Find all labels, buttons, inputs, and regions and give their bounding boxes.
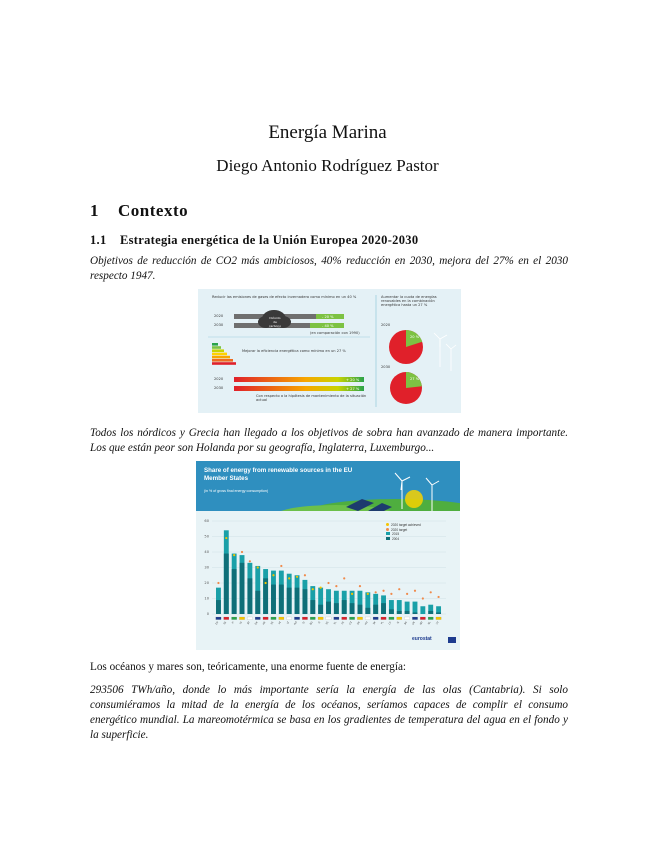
eurostat-logo: eurostat (412, 636, 432, 642)
x-tick-label: PT (278, 621, 283, 626)
x-tick-label: SI (302, 621, 306, 625)
eff-value-2030: + 27 % (346, 386, 360, 391)
country-flag (310, 617, 315, 620)
bar-2004 (232, 569, 237, 614)
pie-value-2020: 20 % (410, 335, 420, 339)
bar-2004 (413, 612, 418, 614)
legend-achieved-label: 2020 target achieved (391, 523, 421, 527)
x-tick-label: EU (215, 621, 220, 626)
section-number: 1 (90, 201, 99, 220)
y-tick-label: 10 (204, 596, 209, 601)
legend-2015-swatch (386, 532, 390, 535)
target-marker (249, 560, 251, 562)
country-flag (255, 617, 260, 620)
country-flag (373, 617, 378, 620)
x-tick-label: LU (435, 621, 440, 626)
eff-note: Con respecto a la hipótesis de mantenimiento de la situación actual (256, 394, 367, 402)
x-tick-label: RO (293, 621, 298, 626)
country-flag (357, 617, 362, 620)
ghg-target-text: Reducir las emisiones de gases de efecto invernadero como mínimo en un 40 % (212, 295, 357, 299)
efficiency-target-text: Mejorar la eficiencia energética como mínimo en un 27 % (242, 349, 346, 353)
subsection-title: Estrategia energética de la Unión Europea 2020-2030 (120, 233, 419, 247)
bar-2004 (358, 605, 363, 614)
bar-2004 (326, 602, 331, 614)
bar-2004 (310, 600, 315, 614)
bar-2015 (413, 602, 418, 614)
document-author: Diego Antonio Rodríguez Pastor (216, 156, 439, 175)
target-marker (225, 537, 227, 539)
country-flag (404, 617, 409, 620)
bar-2004 (373, 605, 378, 614)
legend-achieved-swatch (386, 523, 389, 526)
x-tick-label: BE (403, 621, 408, 626)
pie-year-2030: 2030 (381, 365, 391, 369)
x-tick-label: HR (262, 621, 267, 626)
pie-year-2020: 2020 (381, 323, 391, 327)
y-tick-label: 30 (204, 565, 209, 570)
target-marker (430, 591, 432, 593)
country-flag (294, 617, 299, 620)
legend-2004 (386, 537, 421, 542)
target-marker (351, 593, 353, 595)
bar-2004 (247, 578, 252, 614)
target-marker (382, 590, 384, 592)
eff-year-2020: 2020 (214, 377, 224, 381)
bar-2004 (224, 554, 229, 614)
country-flag (389, 617, 394, 620)
country-flag (326, 617, 331, 620)
ghg-year-2030: 2030 (214, 323, 224, 327)
target-marker (437, 596, 439, 598)
bar-2004 (389, 609, 394, 614)
legend-target-label: 2020 target (391, 527, 408, 532)
chart-legend (386, 523, 421, 541)
legend-2004-swatch (386, 537, 390, 540)
legend-2015-label: 2015 (392, 532, 400, 537)
wind-turbine-icon (434, 333, 456, 371)
x-tick-label: LV (238, 621, 243, 625)
x-tick-label: MT (419, 621, 424, 626)
target-marker (375, 591, 377, 593)
target-marker (406, 593, 408, 595)
bar-2004 (342, 600, 347, 614)
sun-icon (405, 490, 423, 508)
target-marker (257, 566, 259, 568)
x-tick-label: BG (309, 621, 314, 626)
bar-2004 (397, 611, 402, 614)
eurostat-renewables-chart (196, 461, 460, 650)
subsection-number: 1.1 (90, 233, 107, 247)
target-marker (288, 577, 290, 579)
target-marker (217, 582, 219, 584)
x-tick-label: EL (333, 621, 338, 625)
renewables-target-text: Aumentar la cuota de energías renovables en la combinación energética hasta un 27 % (381, 295, 437, 307)
target-marker (280, 565, 282, 567)
bar-2004 (436, 612, 441, 614)
x-tick-label: FI (231, 621, 236, 625)
country-flag (279, 617, 284, 620)
country-flag (397, 617, 402, 620)
ghg-year-2020: 2020 (214, 314, 224, 318)
country-flag (436, 617, 441, 620)
paragraph-oceans: Los océanos y mares son, teóricamente, una enorme fuente de energía: (90, 661, 407, 673)
x-tick-label: SK (372, 621, 377, 626)
bar-2004 (381, 603, 386, 614)
x-tick-label: AT (246, 621, 251, 626)
x-tick-label: PL (380, 621, 385, 625)
y-tick-label: 50 (204, 534, 209, 539)
section-heading (90, 201, 188, 221)
bar-2004 (302, 589, 307, 614)
target-marker (265, 582, 267, 584)
country-flag (263, 617, 268, 620)
x-tick-label: LT (286, 621, 291, 625)
bar-2004 (279, 585, 284, 614)
bar-2004 (271, 585, 276, 614)
target-marker (241, 551, 243, 553)
x-tick-label: IE (396, 621, 401, 625)
x-tick-label: DE (356, 621, 361, 626)
x-tick-label: FR (340, 621, 346, 626)
x-tick-label: UK (411, 621, 416, 626)
efficiency-scale-icon (212, 343, 236, 365)
efficiency-bar-2020 (234, 377, 364, 382)
x-tick-label: SE (223, 621, 228, 626)
x-tick-label: CZ (348, 621, 353, 626)
legend-target-swatch (386, 528, 389, 531)
country-flag (365, 617, 370, 620)
legend-2004-label: 2004 (392, 536, 400, 541)
country-flag (381, 617, 386, 620)
country-flag (342, 617, 347, 620)
country-flag (287, 617, 292, 620)
x-tick-label: ES (325, 621, 330, 626)
country-flag (232, 617, 237, 620)
paragraph-energy: 293506 TWh/año, donde lo más importante sería la energía de las olas (Cantabria). Si solo consumiéramos la mitad de la energía de los océanos, seríamos capaces de complir el consumo energético mundial. La mareomotérmica se basa en los gradientes de temperatura del agua en el fondo y la superficie. (90, 684, 568, 741)
x-tick-label: IT (317, 621, 322, 625)
ghg-value-2020: - 20 % (322, 314, 334, 319)
eff-value-2020: + 20 % (346, 377, 360, 382)
y-tick-label: 20 (204, 581, 209, 586)
section-title: Contexto (118, 201, 189, 220)
country-flag (224, 617, 229, 620)
eff-year-2030: 2030 (214, 386, 224, 390)
target-marker (367, 593, 369, 595)
y-tick-label: 0 (206, 612, 209, 617)
chart-subtitle: (in % of gross final energy consumption) (204, 489, 269, 493)
ghg-value-2030: - 40 % (322, 323, 334, 328)
country-flag (428, 617, 433, 620)
y-tick-label: 60 (204, 519, 209, 524)
bar-2004 (240, 563, 245, 614)
pie-value-2030: 27 % (410, 377, 420, 381)
target-marker (233, 554, 235, 556)
eu-flag-icon (448, 637, 456, 643)
eu-targets-infographic (198, 289, 461, 413)
target-marker (343, 577, 345, 579)
target-marker (296, 576, 298, 578)
x-tick-label: NL (427, 621, 432, 626)
bar-2004 (405, 611, 410, 614)
target-marker (320, 587, 322, 589)
target-marker (327, 582, 329, 584)
target-marker (304, 574, 306, 576)
bar-2004 (318, 605, 323, 614)
bar-2004 (365, 608, 370, 614)
y-tick-label: 40 (204, 550, 209, 555)
bar-2004 (216, 600, 221, 614)
country-flag (271, 617, 276, 620)
chart-title: Share of energy from renewable sources in the EU Member States (204, 467, 353, 482)
x-tick-label: HU (364, 621, 369, 626)
country-flag (302, 617, 307, 620)
bar-2004 (255, 591, 260, 614)
target-marker (359, 585, 361, 587)
country-flag (420, 617, 425, 620)
bar-2015 (420, 606, 425, 614)
target-marker (398, 588, 400, 590)
target-marker (414, 590, 416, 592)
bar-2004 (428, 611, 433, 614)
country-flag (334, 617, 339, 620)
subsection-heading (90, 233, 418, 248)
target-marker (272, 574, 274, 576)
country-flag (247, 617, 252, 620)
co2-cloud-label: Dióxido de carbono (268, 316, 282, 328)
paragraph-objectives: Objetivos de reducción de CO2 más ambiciosos, 40% reducción en 2030, mejora del 27% en el 2030 respecto 1947. (90, 255, 568, 282)
country-flag (318, 617, 323, 620)
x-tick-label: CY (388, 621, 393, 626)
bar-2004 (295, 588, 300, 614)
document-title: Energía Marina (268, 122, 387, 143)
target-marker (335, 585, 337, 587)
efficiency-bar-2030 (234, 386, 364, 391)
bar-2004 (350, 603, 355, 614)
bar-2004 (334, 603, 339, 614)
country-flag (216, 617, 221, 620)
x-tick-label: DK (254, 621, 259, 626)
ghg-note: (en comparación con 1990) (310, 331, 360, 335)
country-flag (239, 617, 244, 620)
x-tick-label: EE (270, 621, 275, 626)
bar-2004 (287, 588, 292, 614)
target-marker (390, 593, 392, 595)
country-flag (349, 617, 354, 620)
country-flag (412, 617, 417, 620)
target-marker (422, 597, 424, 599)
paragraph-nordics: Todos los nórdicos y Grecia han llegado a los objetivos de sobra han avanzado de manera importante. Los que están peor son Holanda por su geografía, Inglaterra, Luxemburgo... (90, 427, 568, 454)
target-marker (312, 588, 314, 590)
